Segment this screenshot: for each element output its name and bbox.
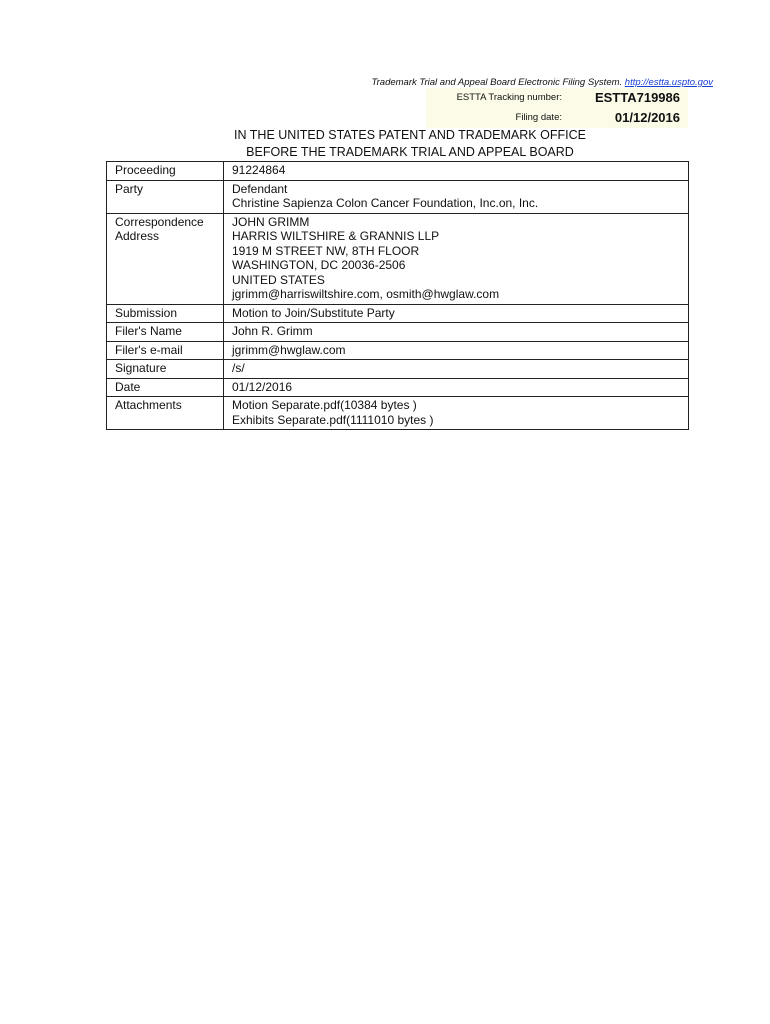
field-label-cell	[107, 304, 224, 323]
field-value: John R. Grimm	[232, 324, 313, 338]
field-value-cell	[224, 341, 689, 360]
field-value: Exhibits Separate.pdf(1111010 bytes )	[232, 412, 434, 427]
field-value: jgrimm@hwglaw.com	[232, 342, 346, 357]
field-value: Motion to Join/Substitute Party	[232, 305, 395, 320]
tracking-number-row	[426, 88, 688, 108]
field-label: Party	[115, 181, 144, 196]
field-label: Submission	[115, 305, 178, 320]
field-value-cell	[224, 162, 689, 181]
field-value-cell	[224, 213, 689, 304]
tracking-number-label: ESTTA Tracking number:	[456, 92, 562, 103]
field-label-cell	[107, 323, 224, 342]
field-label: Signature	[115, 361, 167, 375]
filing-date-row	[426, 108, 688, 128]
filing-table	[106, 161, 689, 430]
title-line-1: IN THE UNITED STATES PATENT AND TRADEMARK OFFICE	[234, 128, 586, 142]
table-row	[107, 378, 689, 397]
field-value-cell	[224, 360, 689, 379]
field-value: /s/	[232, 361, 245, 375]
estta-link[interactable]: http://estta.uspto.gov	[624, 77, 713, 88]
table-row	[107, 341, 689, 360]
field-value: jgrimm@harriswiltshire.com, osmith@hwglaw.com	[232, 287, 500, 301]
table-row	[107, 397, 689, 430]
field-value: Defendant	[232, 181, 288, 196]
field-label: Address	[115, 229, 160, 243]
field-value: 1919 M STREET NW, 8TH FLOOR	[232, 243, 420, 258]
field-label-cell	[107, 213, 224, 304]
table-row	[107, 162, 689, 181]
table-row	[107, 360, 689, 379]
field-value: JOHN GRIMM	[232, 214, 310, 229]
filing-table-body	[107, 162, 689, 430]
table-row	[107, 304, 689, 323]
field-value-cell	[224, 180, 689, 213]
table-row	[107, 323, 689, 342]
filing-date-label: Filing date:	[515, 112, 562, 123]
field-value-cell	[224, 304, 689, 323]
filing-date-value: 01/12/2016	[614, 110, 680, 125]
field-value: HARRIS WILTSHIRE & GRANNIS LLP	[232, 229, 440, 243]
field-value-cell	[224, 378, 689, 397]
field-value: 01/12/2016	[232, 379, 293, 394]
field-label: Attachments	[115, 398, 182, 412]
system-header-text: Trademark Trial and Appeal Board Electronic Filing System.	[371, 77, 623, 88]
system-header	[372, 77, 713, 88]
table-row	[107, 213, 689, 304]
field-label-cell	[107, 397, 224, 430]
field-value: 91224864	[232, 163, 286, 177]
field-label-cell	[107, 341, 224, 360]
field-label-cell	[107, 162, 224, 181]
tracking-number-value: ESTTA719986	[594, 90, 680, 105]
field-label: Correspondence	[115, 214, 204, 229]
field-value: WASHINGTON, DC 20036-2506	[232, 258, 406, 272]
field-value: UNITED STATES	[232, 272, 325, 287]
tracking-box	[426, 88, 688, 128]
field-label: Date	[115, 379, 141, 394]
field-value-cell	[224, 397, 689, 430]
field-label: Filer's Name	[115, 324, 182, 338]
field-label-cell	[107, 360, 224, 379]
field-label-cell	[107, 180, 224, 213]
field-value: Christine Sapienza Colon Cancer Foundation, Inc.on, Inc.	[232, 196, 539, 210]
title-line-2: BEFORE THE TRADEMARK TRIAL AND APPEAL BOARD	[246, 145, 574, 159]
field-label-cell	[107, 378, 224, 397]
field-value-cell	[224, 323, 689, 342]
field-label: Filer's e-mail	[115, 342, 183, 357]
field-value: Motion Separate.pdf(10384 bytes )	[232, 398, 417, 412]
table-row	[107, 180, 689, 213]
field-label: Proceeding	[115, 163, 176, 177]
